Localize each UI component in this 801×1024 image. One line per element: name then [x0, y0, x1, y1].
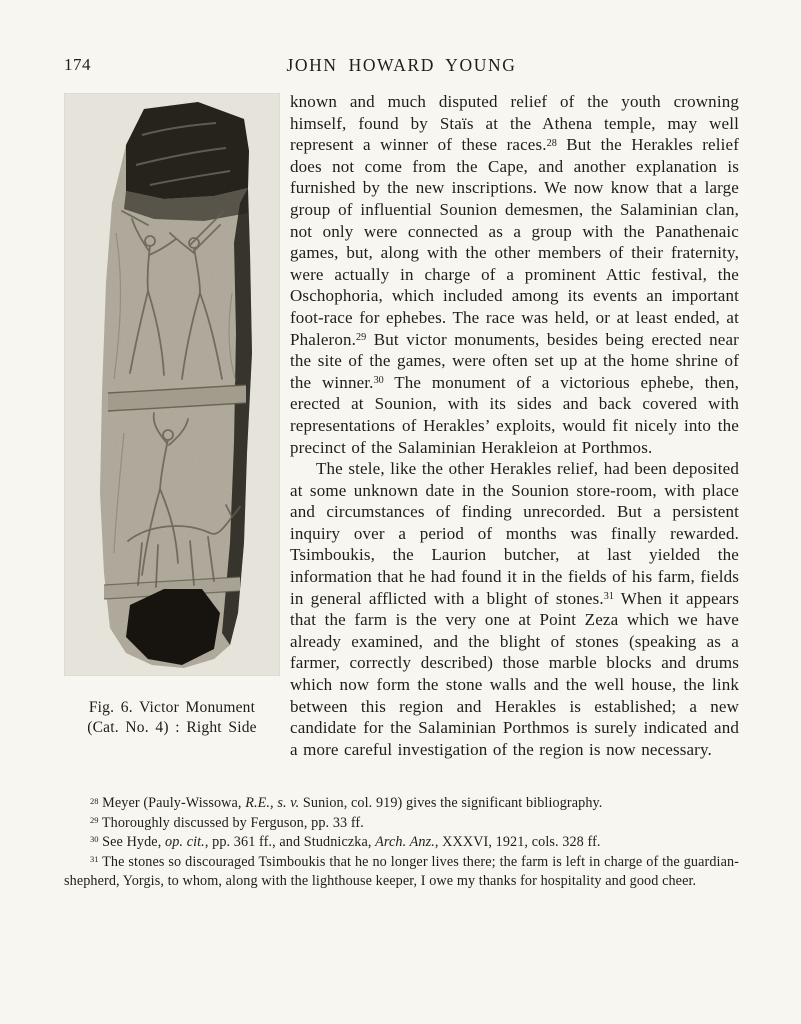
footnote-28: $^{28}$ Meyer (Pauly-Wissowa, R.E., s. v. Sunion, col. 919) gives the significant bibliography.	[90, 795, 603, 812]
caption-line-1: Fig. 6. Victor Monument	[88, 699, 256, 716]
caption-line-2: (Cat. No. 4) : Right Side	[87, 719, 257, 736]
page-content	[64, 91, 739, 891]
figure-caption	[64, 698, 280, 738]
paragraph-2: The stele, like the other Herakles relief, had been deposited at some unknown date in the Sounion store-room, with place and circumstances of finding unrecorded. But a persistent inquiry over a period of months was finally rewarded. Tsimboukis, the Laurion butcher, at last yielded the information that he had found it in the fields of his farm, fields in general afflicted with a blight of stones.$^{31}$ When it appears that the farm is the very one at Point Zeza which we have already examined, and the blight of stones (speaking as a farmer, correctly described) those marble blocks and drums which now form the stone walls and the well house, the link between this region and Herakles is established; a new candidate for the Salaminian Porthmos is surely indicated and a more careful investigation of the region is now necessary.	[290, 459, 739, 759]
footnote-31: $^{31}$ The stones so discouraged Tsimboukis that he no longer lives there; the farm is left in charge of the guardian-shepherd, Yorgis, to whom, along with the lighthouse keeper, I owe my thanks for hospitality and good cheer.	[64, 853, 739, 890]
footnote-29: $^{29}$ Thoroughly discussed by Ferguson, pp. 33 ff.	[90, 814, 364, 831]
figure-victor-monument	[64, 93, 280, 738]
page-number: 174	[64, 55, 91, 74]
paragraph-1: known and much disputed relief of the youth crowning himself, found by Staïs at the Athena temple, may well represent a winner of these races.$^{28}$ But the Herakles relief does not come from the Cape, and another explanation is furnished by the new inscriptions. We now know that a large group of influential Sounion demesmen, the Salaminian clan, not only were connected as a group with the Panathenaic games, but, along with the other members of their fraternity, were actually in charge of a prominent Attic festival, the Oschophoria, which included among its events an important foot-race for ephebes. The race was held, or at least ended, at Phaleron.$^{29}$ But victor monuments, besides being erected near the site of the games, were often set up at the home shrine of the winner.$^{30}$ The monument of a victorious ephebe, then, erected at Sounion, with its sides and back covered with representations of Herakles’ exploits, would fit nicely into the precinct of the Salaminian Herakleion at Porthmos.	[290, 92, 740, 457]
footnotes	[64, 794, 739, 891]
stele-top-break	[126, 102, 249, 199]
page-header	[64, 55, 739, 79]
stele-photograph	[64, 93, 280, 676]
running-title: JOHN HOWARD YOUNG	[286, 55, 517, 75]
footnote-30: $^{30}$ See Hyde, op. cit., pp. 361 ff., and Studniczka, Arch. Anz., XXXVI, 1921, cols. 328 ff.	[90, 834, 601, 851]
